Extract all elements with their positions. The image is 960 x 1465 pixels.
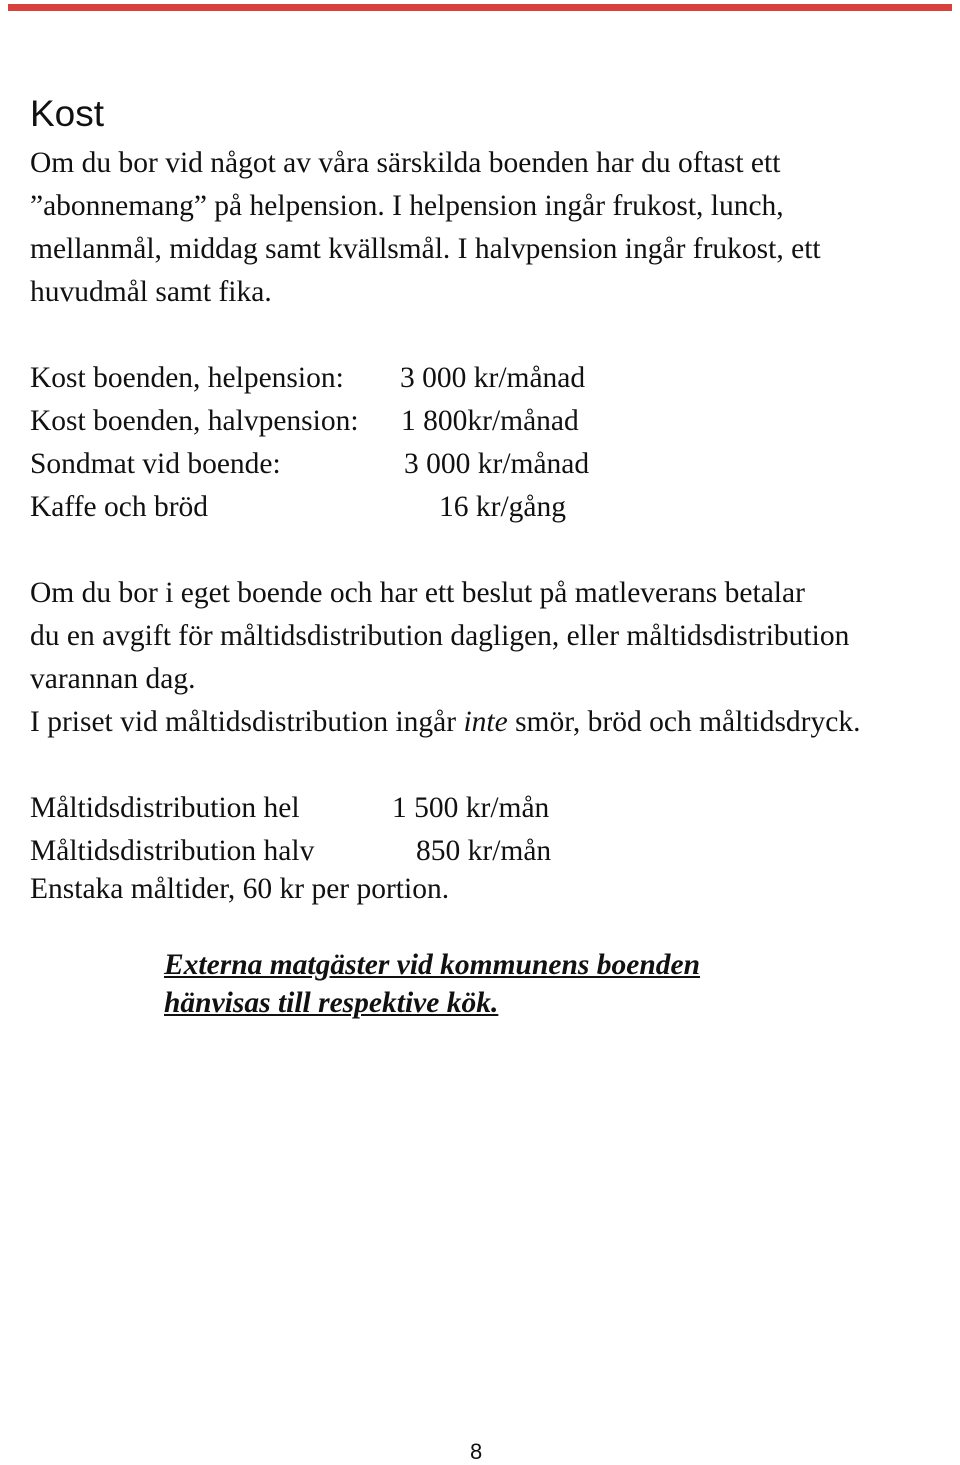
price-label: Måltidsdistribution halv <box>30 835 315 867</box>
top-divider <box>8 4 952 11</box>
price-value: 1 800kr/månad <box>401 405 579 437</box>
intro-line: mellanmål, middag samt kvällsmål. I halvpension ingår frukost, ett <box>30 233 821 265</box>
matleverans-line: du en avgift för måltidsdistribution dagligen, eller måltidsdistribution <box>30 620 850 652</box>
notice-line: hänvisas till respektive kök. <box>164 987 499 1019</box>
price-label: Kost boenden, helpension: <box>30 362 344 394</box>
exclusion-prefix: I priset vid måltidsdistribution ingår <box>30 706 464 738</box>
price-label: Kost boenden, halvpension: <box>30 405 359 437</box>
exclusion-suffix: smör, bröd och måltidsdryck. <box>507 706 861 738</box>
price-value: 3 000 kr/månad <box>400 362 586 394</box>
price-value: 3 000 kr/månad <box>404 448 590 480</box>
matleverans-line: varannan dag. <box>30 663 196 695</box>
price-label: Måltidsdistribution hel <box>30 792 300 824</box>
intro-line: ”abonnemang” på helpension. I helpension ingår frukost, lunch, <box>30 190 784 222</box>
matleverans-line: Om du bor i eget boende och har ett beslut på matleverans betalar <box>30 577 805 609</box>
exclusion-emphasis: inte <box>463 706 508 738</box>
price-label: Sondmat vid boende: <box>30 448 281 480</box>
intro-line: huvudmål samt fika. <box>30 276 272 308</box>
price-value: 850 kr/mån <box>416 835 552 867</box>
price-label: Kaffe och bröd <box>30 491 209 523</box>
exclusion-line <box>30 701 860 744</box>
price-value: 1 500 kr/mån <box>392 792 550 824</box>
intro-paragraph <box>30 142 821 314</box>
matleverans-paragraph <box>30 572 860 744</box>
price-value: 16 kr/gång <box>439 491 566 523</box>
notice-line: Externa matgäster vid kommunens boenden <box>164 949 700 981</box>
single-meals-note: Enstaka måltider, 60 kr per portion. <box>30 873 450 905</box>
external-guests-notice <box>164 946 700 1022</box>
section-heading: Kost <box>30 93 105 134</box>
intro-line: Om du bor vid något av våra särskilda boenden har du oftast ett <box>30 147 781 179</box>
page-number: 8 <box>470 1439 483 1464</box>
